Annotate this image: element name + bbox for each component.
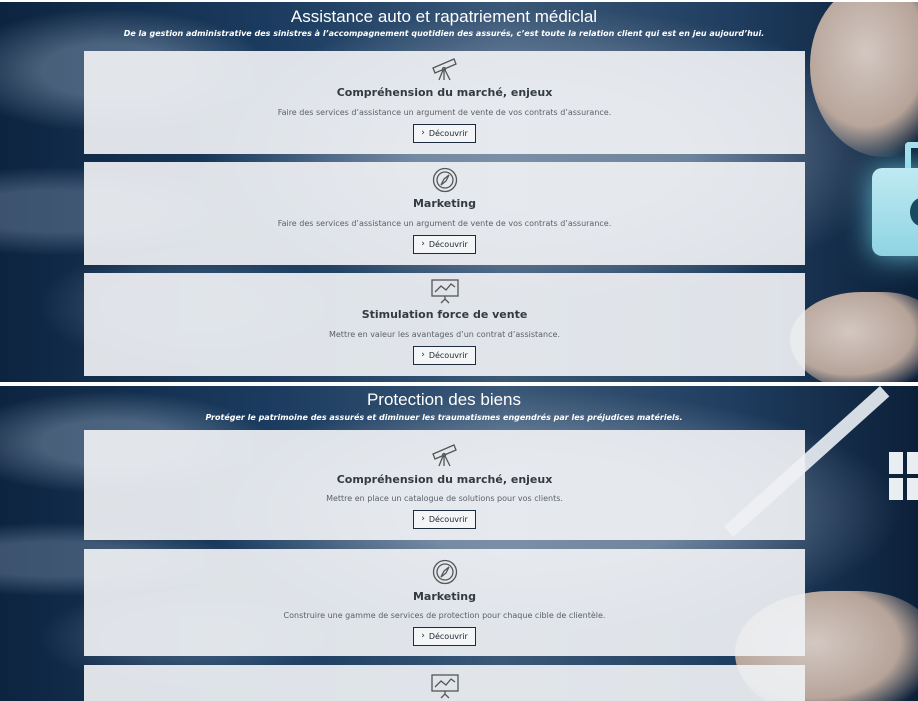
discover-button[interactable]: [413, 124, 476, 143]
card-title: Marketing: [412, 590, 476, 603]
section-protection-biens: [0, 386, 918, 701]
telescope-icon: [430, 56, 460, 82]
card: [84, 273, 805, 376]
telescope-icon: [430, 442, 460, 468]
card-description: Mettre en valeur les avantages d’un contrat d’assistance.: [328, 330, 560, 339]
discover-button[interactable]: [413, 346, 476, 365]
card-title: Compréhension du marché, enjeux: [336, 86, 553, 99]
lock-shackle-decoration: [905, 142, 918, 168]
card-title: Compréhension du marché, enjeux: [336, 473, 553, 486]
discover-button-label: Découvrir: [428, 632, 468, 641]
card-description: Faire des services d’assistance un argument de vente de vos contrats d’assurance.: [277, 219, 612, 228]
house-window-icon: [889, 452, 918, 500]
discover-button[interactable]: [413, 235, 476, 254]
section-subtitle: Protéger le patrimoine des assurés et diminuer les traumatismes engendrés par les préjudices matériels.: [205, 413, 683, 422]
card-description: Construire une gamme de services de protection pour chaque cible de clientèle.: [283, 611, 606, 620]
hand-decoration: [790, 292, 918, 382]
section-title: Assistance auto et rapatriement médiclal: [290, 7, 598, 26]
card: [84, 549, 805, 656]
chevron-right-icon: ›: [421, 350, 425, 360]
card: [84, 51, 805, 154]
chevron-right-icon: ›: [421, 514, 425, 524]
card: [84, 665, 805, 701]
lock-icon: [872, 168, 918, 256]
discover-button-label: Découvrir: [428, 351, 468, 360]
compass-icon: [430, 167, 460, 193]
section-title: Protection des biens: [366, 390, 522, 409]
chevron-right-icon: ›: [421, 239, 425, 249]
presentation-chart-icon: [430, 673, 460, 699]
compass-icon: [430, 559, 460, 585]
discover-button-label: Découvrir: [428, 515, 468, 524]
card: [84, 430, 805, 540]
section-subtitle: De la gestion administrative des sinistres à l’accompagnement quotidien des assurés, c’est toute la relation client qui est en jeu aujourd’hui.: [123, 29, 765, 38]
card-title: Marketing: [412, 197, 476, 210]
chevron-right-icon: ›: [421, 631, 425, 641]
card: [84, 162, 805, 265]
chevron-right-icon: ›: [421, 128, 425, 138]
presentation-chart-icon: [430, 278, 460, 304]
discover-button-label: Découvrir: [428, 129, 468, 138]
discover-button-label: Découvrir: [428, 240, 468, 249]
card-title: Stimulation force de vente: [361, 308, 528, 321]
discover-button[interactable]: [413, 627, 476, 646]
card-description: Mettre en place un catalogue de solutions pour vos clients.: [326, 494, 563, 503]
discover-button[interactable]: [413, 510, 476, 529]
card-description: Faire des services d’assistance un argument de vente de vos contrats d’assurance.: [277, 108, 612, 117]
section-assistance-auto: [0, 2, 918, 382]
